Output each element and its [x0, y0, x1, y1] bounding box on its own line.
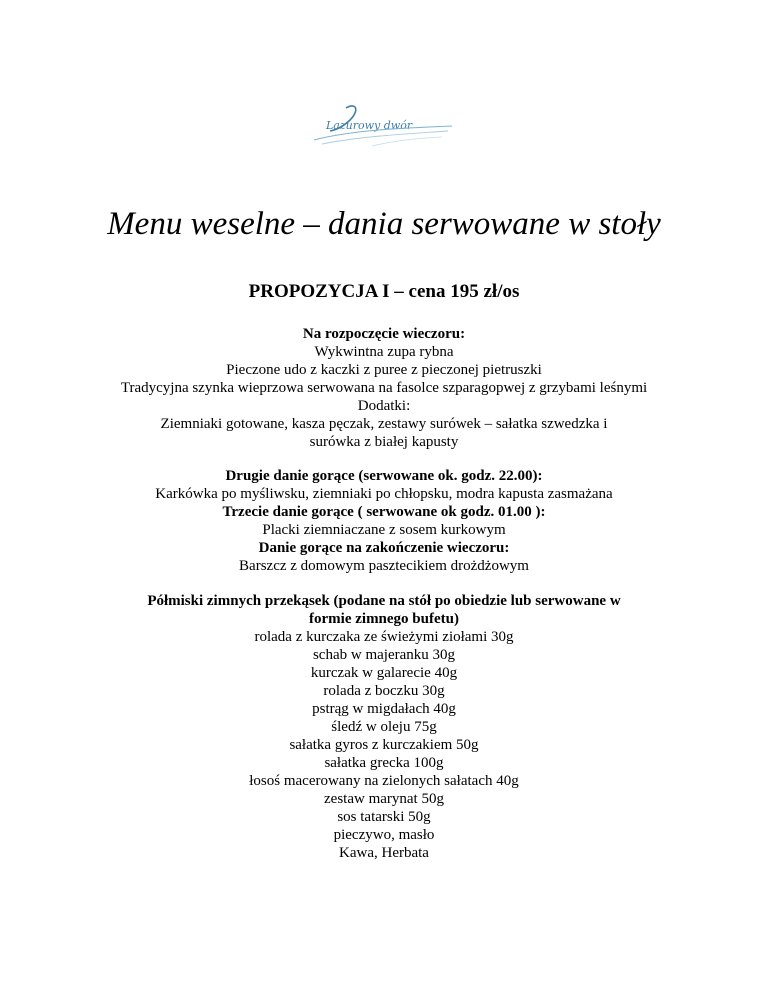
section-heading: formie zimnego bufetu): [309, 611, 459, 627]
section-heading: Na rozpoczęcie wieczoru:: [302, 326, 466, 342]
section-opening: [0, 325, 768, 451]
section-heading: Drugie danie gorące (serwowane ok. godz. 22.00):: [225, 468, 543, 484]
logo-text: Lazurowy dwór: [326, 119, 413, 132]
menu-item: kurczak w galarecie 40g: [310, 665, 458, 681]
section-hot-dishes: [0, 467, 768, 575]
menu-item: zestaw marynat 50g: [324, 791, 444, 807]
restaurant-logo: [312, 100, 454, 148]
menu-item: Pieczone udo z kaczki z puree z pieczonej pietruszki: [226, 362, 542, 378]
menu-item: rolada z boczku 30g: [323, 683, 445, 699]
menu-item: Wykwintna zupa rybna: [314, 344, 454, 360]
menu-item: Ziemniaki gotowane, kasza pęczak, zestawy surówek – sałatka szwedzka i: [160, 416, 608, 432]
menu-item: Kawa, Herbata: [339, 845, 429, 861]
menu-item: sos tatarski 50g: [337, 809, 431, 825]
menu-item: Karkówka po myśliwsku, ziemniaki po chłopsku, modra kapusta zasmażana: [155, 486, 613, 502]
logo-swoosh-3: [372, 137, 442, 146]
section-cold-platters: [0, 592, 768, 862]
menu-item: Tradycyjna szynka wieprzowa serwowana na fasolce szparagopwej z grzybami leśnymi: [120, 380, 648, 396]
proposal-heading: PROPOZYCJA I – cena 195 zł/os: [248, 281, 520, 302]
section-heading: Trzecie danie gorące ( serwowane ok godz. 01.00 ):: [222, 504, 546, 520]
menu-item: łosoś macerowany na zielonych sałatach 40g: [249, 773, 519, 789]
menu-item: Barszcz z domowym pasztecikiem drożdżowym: [239, 558, 529, 574]
section-heading: Półmiski zimnych przekąsek (podane na stół po obiedzie lub serwowane w: [147, 593, 621, 609]
menu-item: Dodatki:: [357, 398, 411, 414]
menu-item: schab w majeranku 30g: [312, 647, 456, 663]
menu-item: sałatka gyros z kurczakiem 50g: [289, 737, 479, 753]
page-title: Menu weselne – dania serwowane w stoły: [107, 206, 661, 242]
menu-item: śledź w oleju 75g: [331, 719, 437, 735]
menu-item: sałatka grecka 100g: [324, 755, 444, 771]
menu-item: pstrąg w migdałach 40g: [312, 701, 456, 717]
menu-item: surówka z białej kapusty: [309, 434, 459, 450]
menu-item: rolada z kurczaka ze świeżymi ziołami 30g: [254, 629, 514, 645]
section-heading: Danie gorące na zakończenie wieczoru:: [258, 540, 510, 556]
menu-item: Placki ziemniaczane z sosem kurkowym: [262, 522, 506, 538]
menu-item: pieczywo, masło: [333, 827, 435, 843]
